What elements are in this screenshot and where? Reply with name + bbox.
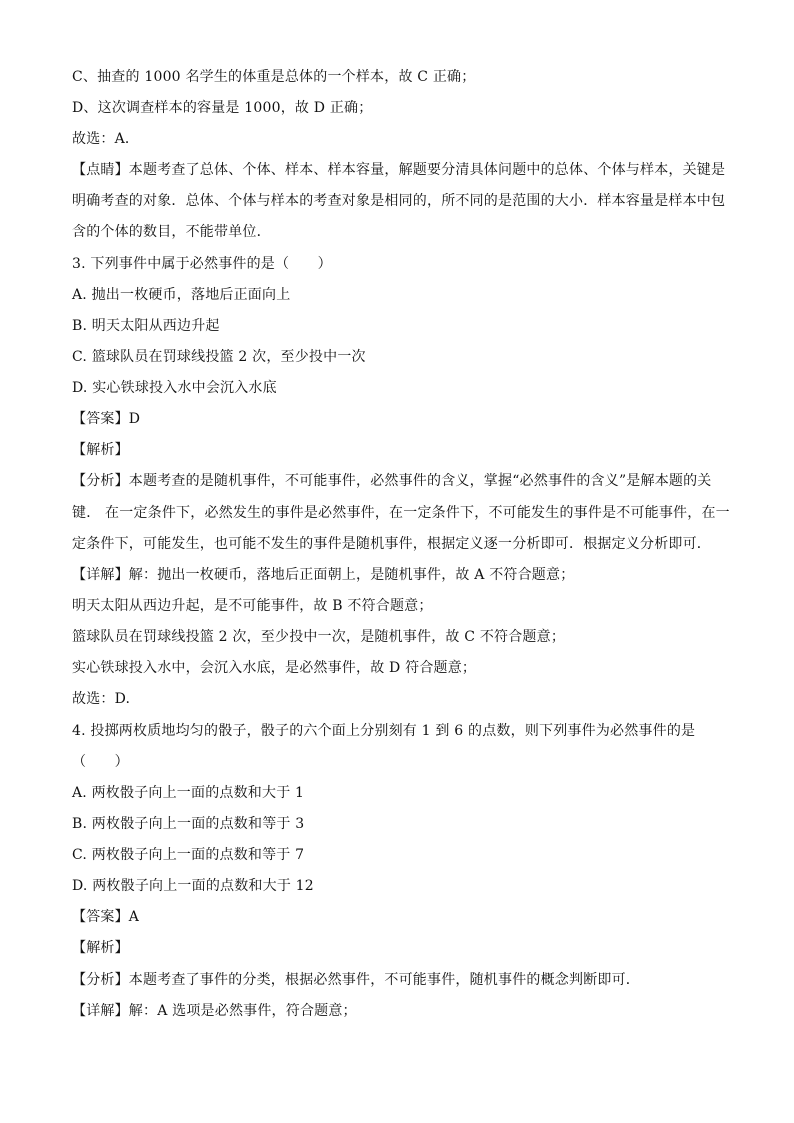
text-line: 含的个体的数目，不能带单位． xyxy=(72,224,271,240)
answer-line: 【答案】A xyxy=(72,909,140,925)
option-d: D. 两枚骰子向上一面的点数和大于 12 xyxy=(72,878,314,894)
text-line: 键． 在一定条件下，必然发生的事件是必然事件，在一定条件下，不可能发生的事件是不可能事件，在一 xyxy=(72,505,730,521)
option-b: B. 两枚骰子向上一面的点数和等于 3 xyxy=(72,816,305,832)
analysis-heading: 【解析】 xyxy=(72,940,129,956)
text-line: 明确考查的对象．总体、个体与样本的考查对象是相同的，所不同的是范围的大小．样本容量是样本中包 xyxy=(72,193,726,209)
option-a: A. 两枚骰子向上一面的点数和大于 1 xyxy=(72,785,305,801)
question-4-stem: 4. 投掷两枚质地均匀的骰子，骰子的六个面上分别刻有 1 到 6 的点数，则下列事件为必然事件的是 xyxy=(72,723,696,739)
text-line: C、抽查的 1000 名学生的体重是总体的一个样本，故 C 正确； xyxy=(72,69,476,85)
text-line: 故选：D. xyxy=(72,691,131,707)
text-line: 【分析】本题考查了事件的分类，根据必然事件，不可能事件，随机事件的概念判断即可． xyxy=(72,972,640,988)
text-line: 【分析】本题考查的是随机事件，不可能事件，必然事件的含义，掌握“必然事件的含义”是解本题的关 xyxy=(72,473,712,489)
text-line: 明天太阳从西边升起，是不可能事件，故 B 不符合题意； xyxy=(72,598,433,614)
note-heading-line: 【点睛】本题考查了总体、个体、样本、样本容量，解题要分清具体问题中的总体、个体与样本，关键是 xyxy=(72,162,726,178)
question-3-stem: 3. 下列事件中属于必然事件的是（ ） xyxy=(72,256,332,272)
text-line: 篮球队员在罚球线投篮 2 次，至少投中一次，是随机事件，故 C 不符合题意； xyxy=(72,629,566,645)
option-a: A. 抛出一枚硬币，落地后正面向上 xyxy=(72,287,291,303)
analysis-heading: 【解析】 xyxy=(72,442,129,458)
text-line: 故选：A． xyxy=(72,131,140,147)
question-4-stem: （ ） xyxy=(72,754,129,770)
text-line: 定条件下，可能发生，也可能不发生的事件是随机事件，根据定义逐一分析即可．根据定义分析即可． xyxy=(72,536,711,552)
answer-line: 【答案】D xyxy=(72,411,141,427)
option-d: D. 实心铁球投入水中会沉入水底 xyxy=(72,380,277,396)
text-line: 【详解】解：A 选项是必然事件，符合题意； xyxy=(72,1003,357,1019)
option-c: C. 两枚骰子向上一面的点数和等于 7 xyxy=(72,847,305,863)
text-line: 【详解】解：抛出一枚硬币，落地后正面朝上，是随机事件，故 A 不符合题意； xyxy=(72,567,575,583)
text-line: D、这次调查样本的容量是 1000，故 D 正确； xyxy=(72,100,373,116)
text-line: 实心铁球投入水中，会沉入水底，是必然事件，故 D 符合题意； xyxy=(72,660,477,676)
option-c: C. 篮球队员在罚球线投篮 2 次，至少投中一次 xyxy=(72,349,366,365)
option-b: B. 明天太阳从西边升起 xyxy=(72,318,220,334)
